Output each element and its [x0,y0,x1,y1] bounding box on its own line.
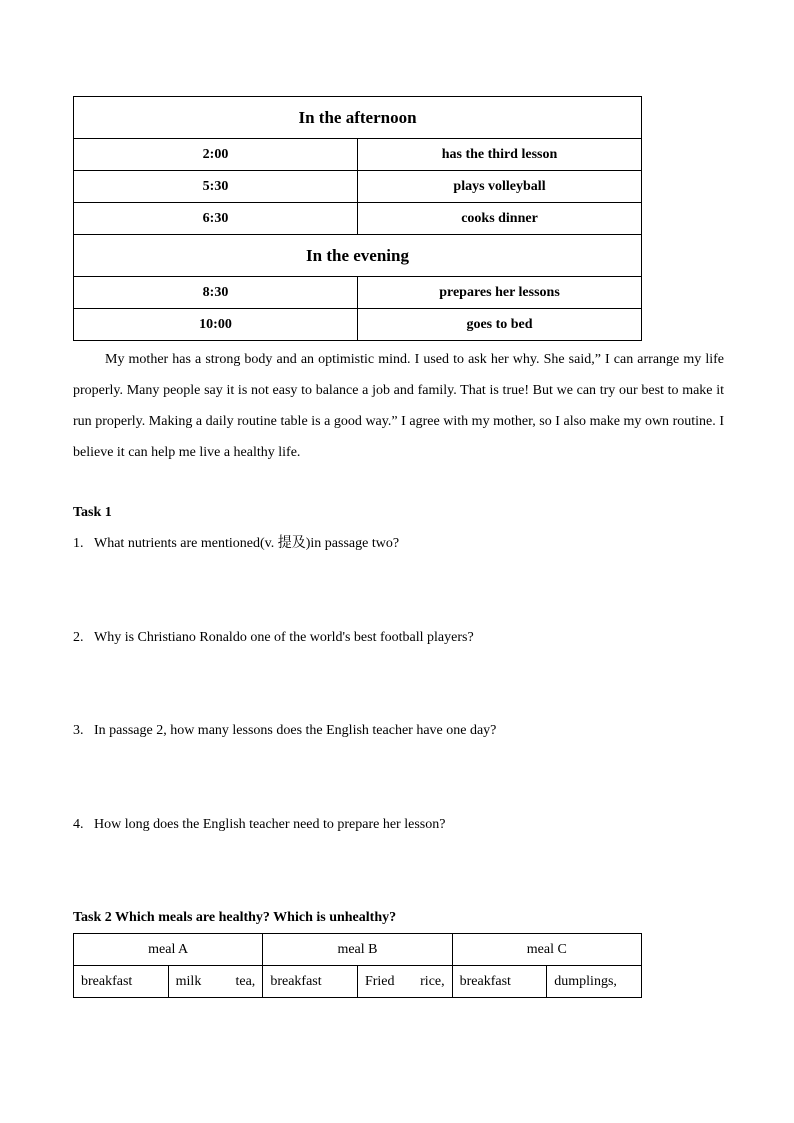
question-text: How long does the English teacher need to prepare her lesson? [94,817,446,832]
meal-cell: breakfast [452,966,547,998]
meal-a-header: meal A [74,934,263,966]
task1-title: Task 1 [73,505,112,520]
activity-cell: has the third lesson [358,139,642,171]
question-number: 2. [73,630,84,645]
meal-b-header: meal B [263,934,452,966]
passage-paragraph [73,344,724,468]
meal-c-header: meal C [452,934,641,966]
time-cell: 10:00 [74,309,358,341]
time-cell: 8:30 [74,277,358,309]
meals-table [73,933,642,998]
activity-cell: cooks dinner [358,203,642,235]
meal-cell: dumplings, [547,966,642,998]
afternoon-heading: In the afternoon [74,97,642,139]
question-1 [73,532,399,556]
time-cell: 5:30 [74,171,358,203]
question-number: 1. [73,536,84,551]
question-number: 4. [73,817,84,832]
evening-heading: In the evening [74,235,642,277]
paragraph-text: My mother has a strong body and an optimistic mind. I used to ask her why. She said,” I can arrange my life properly. Many people say it is not easy to balance a job and family. That is true! But we can try our best to make it run properly. Making a daily routine table is a good way.” I agree with my mother, so I also make my own routine. I believe it can help me live a healthy life. [73,352,724,460]
meal-cell: breakfast [74,966,169,998]
question-3 [73,719,496,743]
activity-cell: goes to bed [358,309,642,341]
time-cell: 6:30 [74,203,358,235]
task2-title: Task 2 Which meals are healthy? Which is unhealthy? [73,910,397,925]
meal-cell: milk tea, [168,966,263,998]
meal-cell: breakfast [263,966,358,998]
question-number: 3. [73,723,84,738]
question-text: In passage 2, how many lessons does the English teacher have one day? [94,723,497,738]
question-text: Why is Christiano Ronaldo one of the world's best football players? [94,630,474,645]
meal-cell: Fried rice, [357,966,452,998]
question-4 [73,813,445,837]
activity-cell: prepares her lessons [358,277,642,309]
time-cell: 2:00 [74,139,358,171]
daily-routine-table [73,96,642,341]
question-text: What nutrients are mentioned(v. 提及)in passage two? [94,536,400,551]
activity-cell: plays volleyball [358,171,642,203]
question-2 [73,626,474,650]
